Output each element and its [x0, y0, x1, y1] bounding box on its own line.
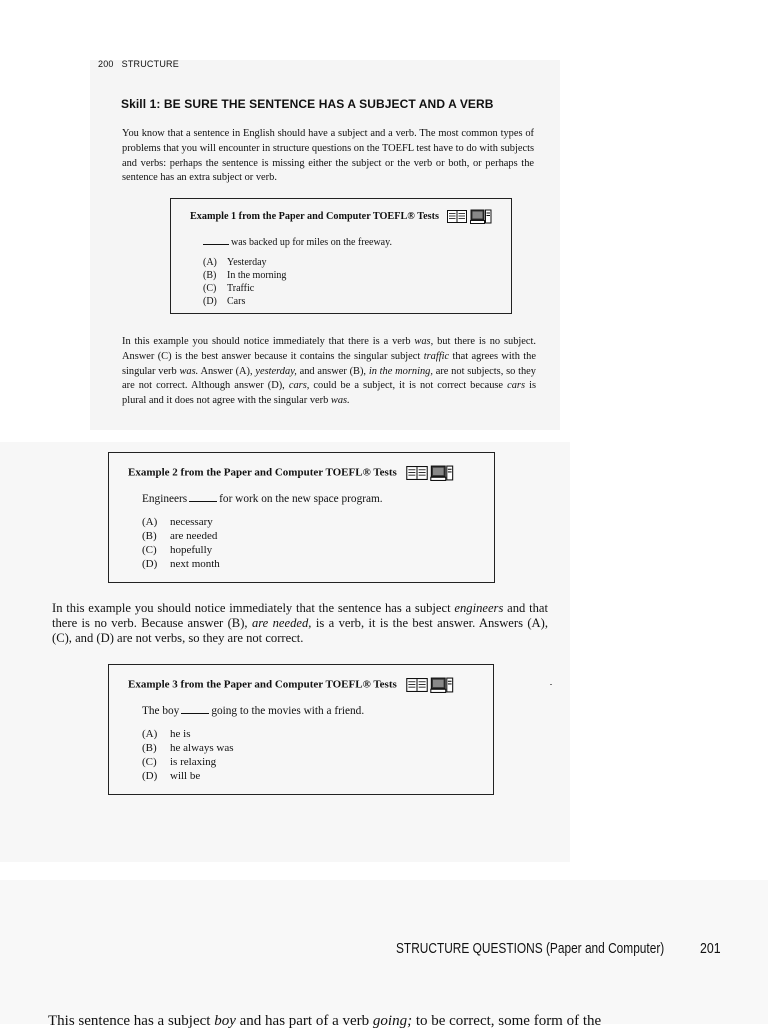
example-2-box [108, 452, 495, 583]
computer-test-icon [430, 465, 454, 481]
option-b: (B) are needed [142, 530, 218, 542]
paper-test-icon [447, 210, 467, 223]
example-1-title-text: Example 1 from the Paper and Computer TOEFL® Tests [190, 210, 439, 222]
running-head-section: STRUCTURE [121, 59, 179, 69]
option-b: (B) he always was [142, 742, 234, 754]
option-d: (D) will be [142, 770, 201, 782]
example-1-explanation: In this example you should notice immediately that there is a verb was, but there is no subject. Answer (C) is the best answer because it contains the singular subject traffic that agrees with the singular verb was. Answer (A), yesterday, and answer (B), in the morning, are not subjects, so they are not correct. Although answer (D), cars, could be a subject, it is not correct because cars is plural and it does not agree with the singular verb was. [122, 336, 537, 407]
example-3-title-text: Example 3 from the Paper and Computer TOEFL® Tests [128, 678, 397, 691]
example-1-title [190, 209, 492, 224]
example-1-box [170, 198, 512, 314]
computer-test-icon [430, 677, 454, 693]
option-a: (A) he is [142, 728, 191, 740]
paper-test-icon [406, 678, 428, 692]
scan-speck [550, 684, 552, 685]
test-format-icons [406, 677, 455, 693]
example-1-stem [203, 237, 392, 248]
example-1-stem-text: was backed up for miles on the freeway. [231, 237, 392, 248]
answer-blank [203, 244, 229, 245]
page-footer-number: 201 [700, 941, 721, 957]
example-1-options [203, 256, 286, 308]
running-head-page-number: 200 [98, 59, 114, 69]
option-a: (A) Yesterday [203, 257, 267, 268]
example-2-title-text: Example 2 from the Paper and Computer TOEFL® Tests [128, 466, 397, 479]
running-head [98, 59, 187, 69]
option-a: (A) necessary [142, 516, 213, 528]
skill-heading: Skill 1: BE SURE THE SENTENCE HAS A SUBJECT AND A VERB [121, 97, 494, 111]
example-3-stem: The boy going to the movies with a friend. [142, 705, 365, 717]
page-footer-title: STRUCTURE QUESTIONS (Paper and Computer) [396, 941, 665, 957]
option-c: (C) is relaxing [142, 756, 217, 768]
option-c: (C) Traffic [203, 283, 255, 294]
answer-blank [181, 713, 209, 714]
option-c: (C) hopefully [142, 544, 213, 556]
computer-test-icon [470, 209, 492, 224]
example-3-box [108, 664, 494, 795]
example-2-stem: Engineers for work on the new space program. [142, 493, 383, 505]
next-paragraph-fragment: This sentence has a subject boy and has part of a verb going; to be correct, some form of the [48, 1013, 602, 1029]
test-format-icons [406, 465, 455, 481]
intro-paragraph: You know that a sentence in English should have a subject and a verb. The most common types of problems that you will encounter in structure questions on the TOEFL test have to do with subjects and verbs: perhaps the sentence is missing either the subject or the verb or both, or perhaps the sentence has an extra subject or verb. [122, 128, 534, 184]
example-2-explanation: In this example you should notice immediately that the sentence has a subject engineers and that there is no verb. Because answer (B), are needed, is a verb, it is the best answer. Answers (A), (C), and (D) are not verbs, so they are not correct. [52, 601, 548, 645]
option-d: (D) next month [142, 558, 220, 570]
option-d: (D) Cars [203, 296, 246, 307]
paper-test-icon [406, 466, 428, 480]
example-3-options [142, 727, 234, 783]
example-2-title [128, 465, 454, 481]
option-b: (B) In the morning [203, 270, 287, 281]
test-format-icons [447, 209, 492, 224]
example-3-title [128, 677, 454, 693]
answer-blank [189, 501, 217, 502]
example-2-options [142, 515, 220, 571]
